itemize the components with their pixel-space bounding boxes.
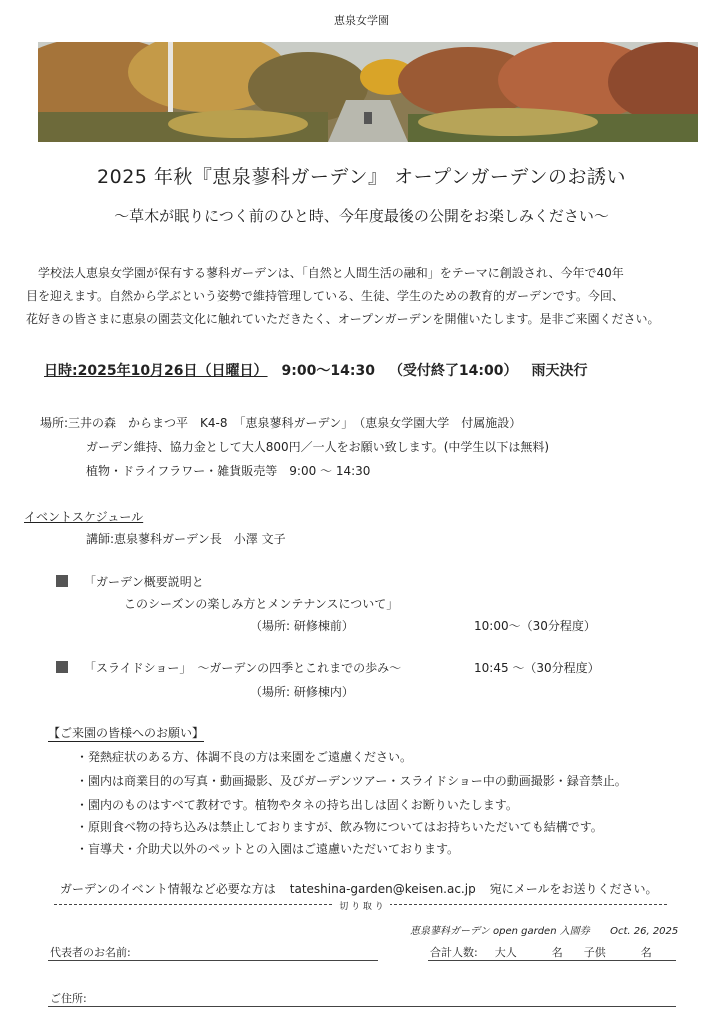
event-1-place: （場所: 研修棟前） [250,619,354,633]
event-2-title: 「スライドショー」 ～ガーデンの四季とこれまでの歩み～ [84,661,402,675]
event-place: 場所:三井の森 からまつ平 K4-8 「恵泉蓼科ガーデン」 （恵泉女学園大学 付属施設） [40,416,522,430]
event-1-title: 「ガーデン概要説明と [84,575,204,589]
event-1-time: 10:00～（30分程度） [474,619,596,633]
intro-line: 目を迎えます。自然から学ぶという姿勢で維持管理している、生徒、学生のための教育的ガーデンです。今回、 [26,289,624,303]
event-2-time: 10:45 ～（30分程度） [474,661,600,675]
weather-policy: 雨天決行 [531,363,588,379]
representative-label: 代表者のお名前: [50,946,131,959]
contact-text: ガーデンのイベント情報など必要な方は [60,882,276,896]
notice-title: 【ご来園の皆様へのお願い】 [48,726,205,740]
page-subtitle: ～草木が眠りにつく前のひと時、今年度最後の公開をお楽しみください～ [114,207,609,225]
ticket-title: 恵泉蓼科ガーデン open garden 入園券 [410,926,590,937]
event-1-subtitle: このシーズンの楽しみ方とメンテナンスについて」 [124,597,399,611]
notice-item: ・園内のものはすべて教材です。植物やタネの持ち出しは固くお断りいたします。 [76,798,518,812]
square-bullet-icon [56,575,68,587]
representative-field [48,960,378,961]
event-sales: 植物・ドライフラワー・雑貨販売等 9:00 ～ 14:30 [86,464,371,478]
intro-paragraph [26,262,698,331]
address-label: ご住所: [50,992,87,1005]
square-bullet-icon [56,661,68,673]
event-time: 9:00～14:30 [281,363,375,379]
total-count [430,944,652,960]
notice-item: ・発熱症状のある方、体調不良の方は来園をご遠慮ください。 [76,750,413,764]
datetime-label: 日時: [44,363,78,379]
child-unit: 名 [640,946,652,959]
child-label: 子供 [583,946,606,959]
garden-photo [38,42,698,142]
total-field [428,960,676,961]
intro-line: 花好きの皆さまに恵泉の園芸文化に触れていただきたく、オープンガーデンを開催いたします。是非ご来園ください。 [26,312,660,326]
event-datetime [44,360,588,380]
contact-line [60,880,657,897]
notice-item: ・園内は商業目的の写真・動画撮影、及びガーデンツアー・スライドショー中の動画撮影・録音禁止。 [76,774,627,788]
schedule-title: イベントスケジュール [24,510,144,524]
cut-label: 切 り 取 り [0,899,723,912]
contact-text-after: 宛にメールをお送りください。 [489,882,658,896]
page-title: 2025 年秋『恵泉蓼科ガーデン』 オープンガーデンのお誘い [97,166,626,188]
intro-line: 学校法人恵泉女学園が保有する蓼科ガーデンは、「自然と人間生活の融和」をテーマに創設され、今年で40年 [38,266,624,280]
organization-name: 恵泉女学園 [334,14,389,27]
ticket-date: Oct. 26, 2025 [610,926,679,937]
adult-label: 大人 [494,946,517,959]
lecturer: 講師:恵泉蓼科ガーデン長 小澤 文子 [86,532,286,546]
address-field [48,1006,676,1007]
total-label: 合計人数: [430,946,478,959]
event-fee: ガーデン維持、協力金として大人800円／一人をお願い致します。(中学生以下は無料) [86,440,550,454]
event-date: 2025年10月26日（日曜日） [77,363,268,379]
ticket-header [410,922,678,937]
contact-email[interactable]: tateshina-garden@keisen.ac.jp [289,882,476,896]
adult-unit: 名 [551,946,563,959]
notice-item: ・原則食べ物の持ち込みは禁止しておりますが、飲み物についてはお持ちいただいても結構です。 [76,820,603,834]
notice-item: ・盲導犬・介助犬以外のペットとの入園はご遠慮いただいております。 [76,842,460,856]
event-2-place: （場所: 研修棟内） [250,685,354,699]
reception-end: （受付終了14:00） [388,363,518,379]
